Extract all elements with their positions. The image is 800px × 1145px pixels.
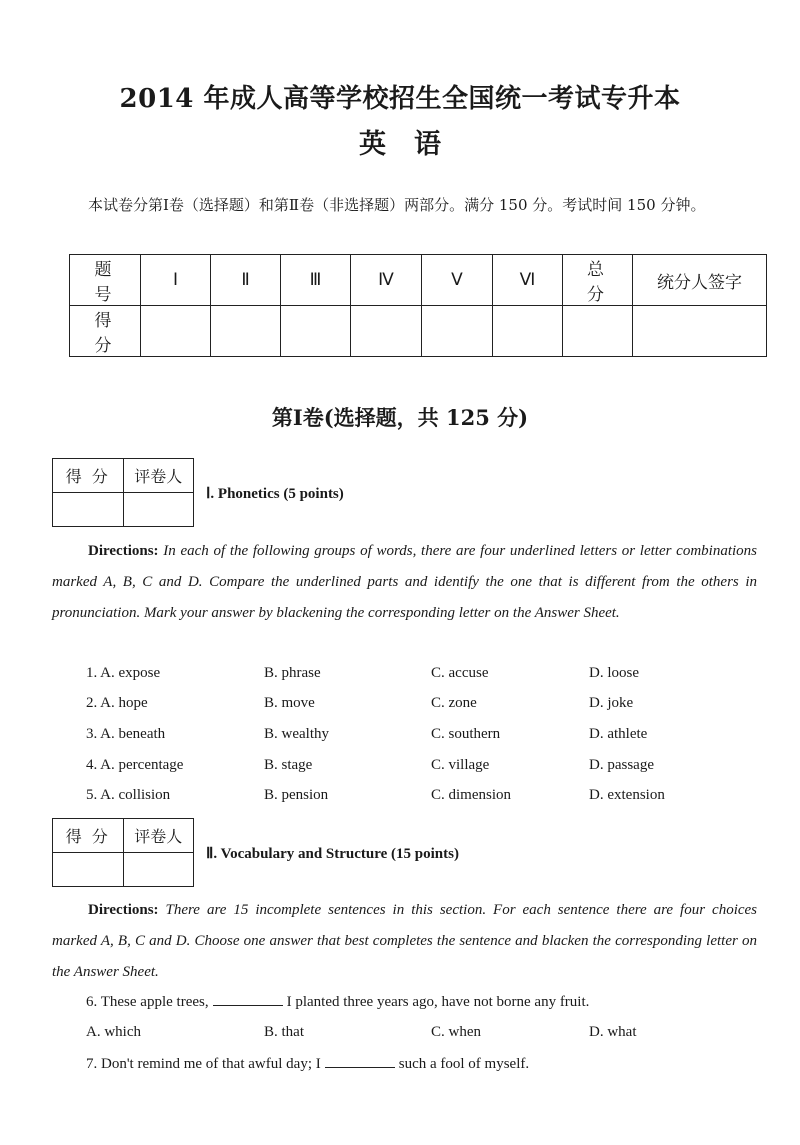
q5-option-c: C. dimension bbox=[431, 787, 512, 803]
part1-title: 第Ⅰ卷(选择题，共 125 分) bbox=[271, 405, 529, 430]
q5-option-a: 5. A. collision bbox=[86, 787, 171, 803]
q4-option-b: B. stage bbox=[264, 757, 313, 773]
section2-title: Ⅱ. Vocabulary and Structure bbox=[206, 846, 388, 862]
score-cell-empty bbox=[211, 306, 281, 357]
answer-blank bbox=[325, 1055, 395, 1068]
score-table-cell: Ⅵ bbox=[493, 255, 563, 306]
directions-text: In each of the following groups of words, there are four underlined letters or letter combinations marked A, B, C and D. Compare the underlined parts and identify the one that is different from the others in pronunciation. Mark your answer by blackening the corresponding letter on the Answer Sheet. bbox=[52, 543, 758, 621]
grader-cell-empty bbox=[123, 493, 194, 527]
q1-option-c: C. accuse bbox=[431, 665, 489, 681]
section2-points: (15 points) bbox=[391, 846, 459, 862]
q1-option-b: B. phrase bbox=[264, 665, 321, 681]
question-6 bbox=[86, 993, 589, 1011]
score-cell-empty bbox=[563, 306, 633, 357]
score-table-cell: Ⅲ bbox=[281, 255, 351, 306]
directions-label: Directions: bbox=[88, 902, 159, 918]
directions-label: Directions: bbox=[88, 543, 159, 559]
grader-cell-empty bbox=[53, 493, 124, 527]
score-cell-empty bbox=[351, 306, 422, 357]
score-table-cell: Ⅳ bbox=[351, 255, 422, 306]
section2-directions bbox=[52, 895, 757, 988]
q6-option-c: C. when bbox=[431, 1024, 481, 1040]
section1-directions bbox=[52, 536, 757, 629]
score-table bbox=[69, 254, 767, 357]
grader-box-1 bbox=[52, 458, 194, 527]
grader-cell-empty bbox=[53, 853, 124, 887]
answer-blank bbox=[213, 993, 283, 1006]
q6-option-b: B. that bbox=[264, 1024, 304, 1040]
score-table-cell: Ⅰ bbox=[141, 255, 211, 306]
score-cell-empty bbox=[281, 306, 351, 357]
section1-title: Ⅰ. Phonetics bbox=[206, 486, 280, 502]
q6-stem-end: I planted three years ago, have not borne any fruit. bbox=[286, 994, 590, 1010]
q7-stem-start: 7. Don't remind me of that awful day; I bbox=[86, 1056, 321, 1072]
q3-option-a: 3. A. beneath bbox=[86, 726, 166, 742]
score-table-header-row bbox=[70, 255, 767, 306]
score-table-cell: Ⅱ bbox=[211, 255, 281, 306]
q4-option-a: 4. A. percentage bbox=[86, 757, 184, 773]
q2-option-b: B. move bbox=[264, 695, 315, 711]
grader-box-2 bbox=[52, 818, 194, 887]
exam-intro: 本试卷分第Ⅰ卷（选择题）和第Ⅱ卷（非选择题）两部分。满分 150 分。考试时间 150 分钟。 bbox=[88, 196, 706, 214]
q2-option-d: D. joke bbox=[589, 695, 634, 711]
q6-stem-start: 6. These apple trees, bbox=[86, 994, 209, 1010]
score-table-cell: 总分 bbox=[563, 255, 633, 306]
q1-option-d: D. loose bbox=[589, 665, 639, 681]
section1-heading bbox=[206, 484, 344, 503]
q6-option-a: A. which bbox=[86, 1024, 141, 1040]
score-row-label: 得分 bbox=[70, 306, 141, 357]
score-table-cell: 统分人签字 bbox=[633, 255, 767, 306]
section2-heading bbox=[206, 844, 459, 863]
q6-option-d: D. what bbox=[589, 1024, 637, 1040]
score-cell-empty bbox=[422, 306, 493, 357]
q3-option-b: B. wealthy bbox=[264, 726, 329, 742]
q2-option-a: 2. A. hope bbox=[86, 695, 148, 711]
score-cell-empty bbox=[493, 306, 563, 357]
score-cell-empty bbox=[633, 306, 767, 357]
grader-name-label: 评卷人 bbox=[123, 819, 194, 853]
grader-score-label: 得分 bbox=[53, 459, 124, 493]
directions-text: There are 15 incomplete sentences in this section. For each sentence there are four choices marked A, B, C and D. Choose one answer that best completes the sentence and blacken the corresponding letter on the Answer Sheet. bbox=[52, 902, 758, 980]
score-table-cell: Ⅴ bbox=[422, 255, 493, 306]
q4-option-c: C. village bbox=[431, 757, 490, 773]
grader-name-label: 评卷人 bbox=[123, 459, 194, 493]
grader-cell-empty bbox=[123, 853, 194, 887]
q4-option-d: D. passage bbox=[589, 757, 654, 773]
question-7 bbox=[86, 1055, 529, 1073]
q1-option-a: 1. A. expose bbox=[86, 665, 161, 681]
q3-option-c: C. southern bbox=[431, 726, 501, 742]
q7-stem-end: such a fool of myself. bbox=[398, 1056, 530, 1072]
score-table-score-row bbox=[70, 306, 767, 357]
score-table-cell: 题号 bbox=[70, 255, 141, 306]
q5-option-b: B. pension bbox=[264, 787, 329, 803]
score-cell-empty bbox=[141, 306, 211, 357]
grader-score-label: 得分 bbox=[53, 819, 124, 853]
subject-title: 英语 bbox=[359, 129, 469, 160]
q3-option-d: D. athlete bbox=[589, 726, 648, 742]
q5-option-d: D. extension bbox=[589, 787, 665, 803]
q2-option-c: C. zone bbox=[431, 695, 477, 711]
exam-title: 2014 年成人高等学校招生全国统一考试专升本 bbox=[119, 84, 681, 114]
section1-points: (5 points) bbox=[283, 486, 344, 502]
